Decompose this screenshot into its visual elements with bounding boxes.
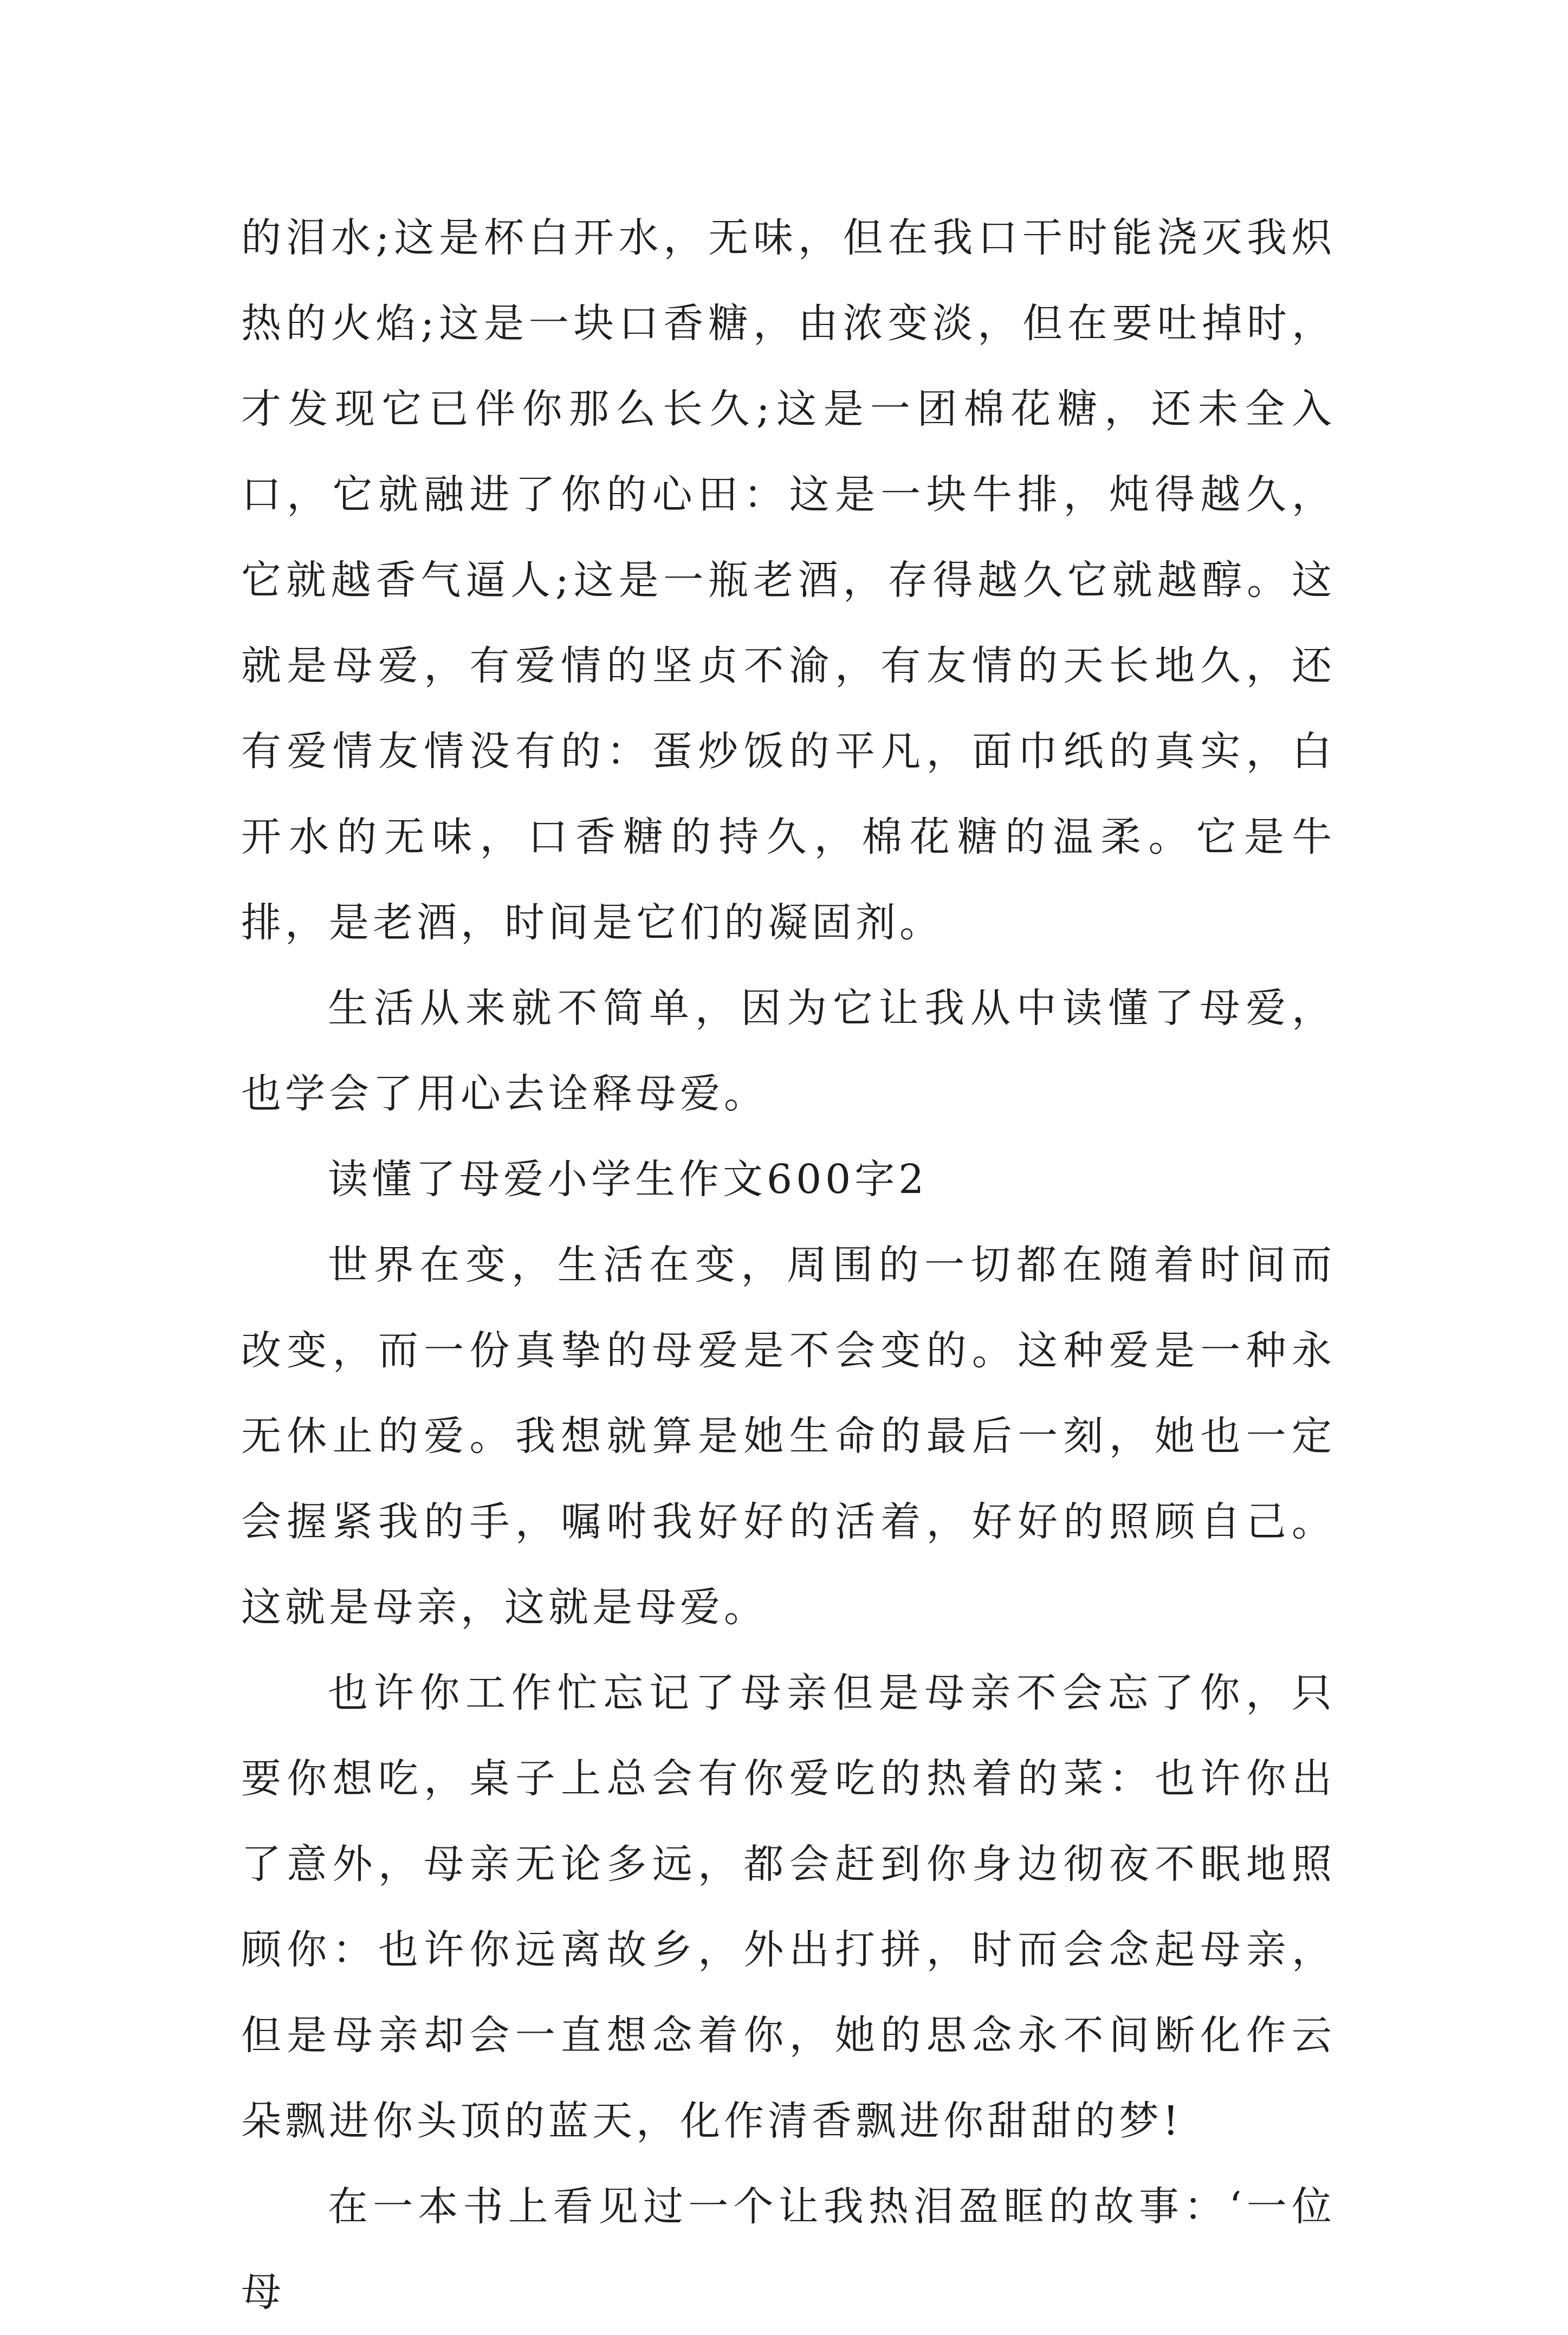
section-heading: 读懂了母爱小学生作文600字2 (328, 1156, 928, 1203)
paragraph: 世界在变，生活在变，周围的一切都在随着时间而改变，而一份真挚的母爱是不会变的。这种爱是一种永无休止的爱。我想就算是她生命的最后一刻，她也一定会握紧我的手，嘱咐我好好的活着，好好的照顾自己。这就是母亲，这就是母爱。 (241, 1242, 1336, 1631)
paragraph: 也许你工作忙忘记了母亲但是母亲不会忘了你，只要你想吃，桌子上总会有你爱吃的热着的菜：也许你出了意外，母亲无论多远，都会赶到你身边彻夜不眠地照顾你：也许你远离故乡，外出打拼，时而会念起母亲，但是母亲却会一直想念着你，她的思念永不间断化作云朵飘进你头顶的蓝天，化作清香飘进你甜甜的梦! (241, 1670, 1336, 2144)
paragraph: 的泪水;这是杯白开水，无味，但在我口干时能浇灭我炽热的火焰;这是一块口香糖，由浓变淡，但在要吐掉时，才发现它已伴你那么长久;这是一团棉花糖，还未全入口，它就融进了你的心田：这是一块牛排，炖得越久，它就越香气逼人;这是一瓶老酒，存得越久它就越醇。这就是母爱，有爱情的坚贞不渝，有友情的天长地久，还有爱情友情没有的：蛋炒饭的平凡，面巾纸的真实，白开水的无味，口香糖的持久，棉花糖的温柔。它是牛排，是老酒，时间是它们的凝固剂。 (241, 215, 1336, 946)
paragraph: 在一本书上看见过一个让我热泪盈眶的故事：‘一位母 (241, 2183, 1336, 2315)
document-body (241, 195, 1336, 2335)
paragraph: 生活从来就不简单，因为它让我从中读懂了母爱，也学会了用心去诠释母爱。 (241, 985, 1336, 1117)
